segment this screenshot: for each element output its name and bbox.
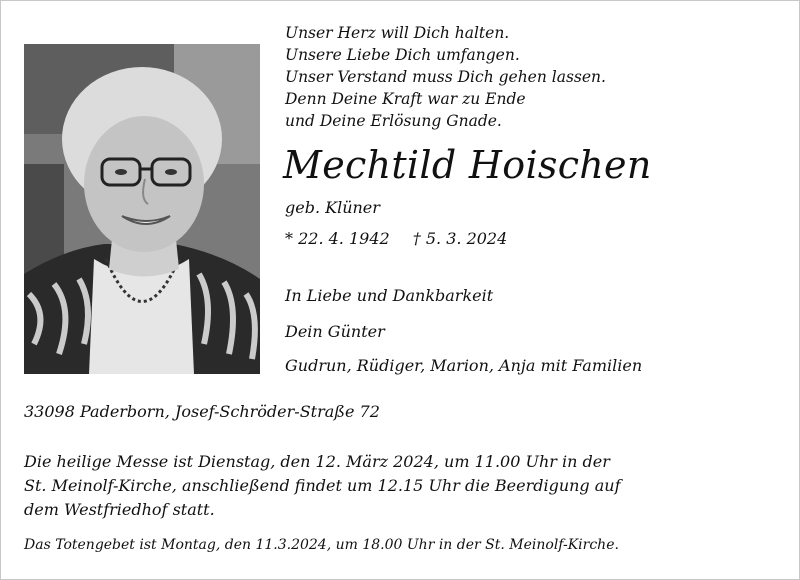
poem-line: Unser Verstand muss Dich gehen lassen. [285,68,606,86]
mourner-family: Gudrun, Rüdiger, Marion, Anja mit Familien [285,356,643,375]
birth-date: * 22. 4. 1942 [285,229,390,248]
mourners-intro: In Liebe und Dankbarkeit [285,286,494,305]
death-date: † 5. 3. 2024 [412,229,508,248]
poem-line: und Deine Erlösung Gnade. [285,112,502,130]
poem-line: Unser Herz will Dich halten. [285,24,510,42]
mass-line: Die heilige Messe ist Dienstag, den 12. März 2024, um 11.00 Uhr in der [24,452,610,471]
family-address: 33098 Paderborn, Josef-Schröder-Straße 72 [24,402,380,421]
life-dates [285,229,507,248]
deceased-name: Mechtild Hoischen [283,143,652,187]
portrait-photo [24,44,260,374]
mass-line: dem Westfriedhof statt. [24,500,215,519]
prayer-info: Das Totengebet ist Montag, den 11.3.2024, um 18.00 Uhr in der St. Meinolf-Kirche. [24,537,619,553]
poem [285,22,785,132]
poem-line: Denn Deine Kraft war zu Ende [285,90,526,108]
mourner-spouse: Dein Günter [285,322,385,341]
birth-name: geb. Klüner [285,198,380,217]
mass-info [24,450,724,522]
poem-line: Unsere Liebe Dich umfangen. [285,46,520,64]
mass-line: St. Meinolf-Kirche, anschließend findet um 12.15 Uhr die Beerdigung auf [24,476,621,495]
poem-block [285,22,785,132]
